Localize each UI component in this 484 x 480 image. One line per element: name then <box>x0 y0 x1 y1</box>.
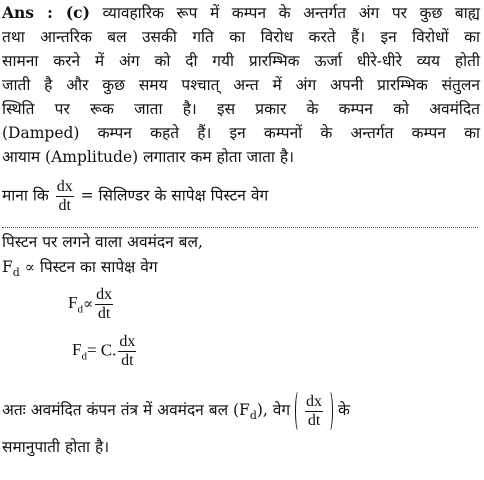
answer-label: Ans : (c) <box>2 3 90 22</box>
fraction-denominator: dt <box>56 196 74 215</box>
velocity-parenthesis <box>295 392 333 430</box>
eq1-fraction: $\frac{dx}{dt}$ <box>96 286 113 322</box>
fd-symbol: $F_d$ <box>2 258 20 280</box>
paragraph-line-2: तथा आन्तरिक बल उसकी गति का विरोध करते हैं। इन विरोधों का <box>2 28 480 46</box>
eq1-operator: ∝ <box>82 294 94 313</box>
paragraph-line-4: जाती है और कुछ समय पश्चात् अन्त में अंग अपनी प्रारम्भिक संतुलन <box>2 76 480 94</box>
force-line-1: पिस्टन पर लगने वाला अवमंदन बल, <box>2 233 203 251</box>
conclusion-mid: ), वेग <box>256 401 291 419</box>
assumption-line <box>2 178 480 215</box>
conclusion-fraction: $\frac{dx}{dt}$ <box>306 392 323 429</box>
assumption-suffix: = सिलिण्डर के सापेक्ष पिस्टन वेग <box>80 186 269 205</box>
conclusion-line-2: समानुपाती होता है। <box>2 438 110 456</box>
paragraph-text-1: व्यावहारिक रूप में कम्पन के अन्तर्गत अंग पर कुछ बाह्य <box>102 4 480 22</box>
eq2-fraction: $\frac{dx}{dt}$ <box>119 333 136 369</box>
conclusion-post: के <box>337 401 350 419</box>
paragraph-line-6: (Damped) कम्पन कहते हैं। इन कम्पनों के अन्तर्गत कम्पन का <box>2 124 480 142</box>
paragraph-line-5: स्थिति पर रूक जाता है। इस प्रकार के कम्पन को अवमंदित <box>2 100 480 118</box>
conclusion-sub: d <box>249 409 257 423</box>
eq2-lhs: $F_d$ <box>72 340 87 363</box>
force-line-2-text: पिस्टन का सापेक्ष वेग <box>39 258 158 276</box>
paragraph-line-7: आयाम (Amplitude) लगातार कम होता जाता है। <box>2 148 294 166</box>
conclusion-line-1 <box>2 392 480 434</box>
equation-proportional <box>68 286 115 323</box>
eq2-operator: = C. <box>86 340 117 360</box>
proportional-symbol: ∝ <box>24 258 35 276</box>
equation-damping-constant <box>72 333 138 370</box>
dotted-divider <box>2 227 478 228</box>
eq1-lhs: $F_d$ <box>68 293 83 316</box>
dx-dt-fraction <box>56 178 74 215</box>
paragraph-line-3: सामना करने में अंग को दी गयी प्रारम्भिक ऊर्जा धीरे-धीरे व्यय होती <box>2 52 480 70</box>
conclusion-pre: अतः अवमंदित कंपन तंत्र में अवमंदन बल (F <box>2 401 250 419</box>
assumption-prefix: माना कि <box>2 186 49 205</box>
force-line-2 <box>2 256 480 284</box>
paragraph-line-1 <box>2 2 480 24</box>
fraction-numerator: dx <box>56 178 73 195</box>
